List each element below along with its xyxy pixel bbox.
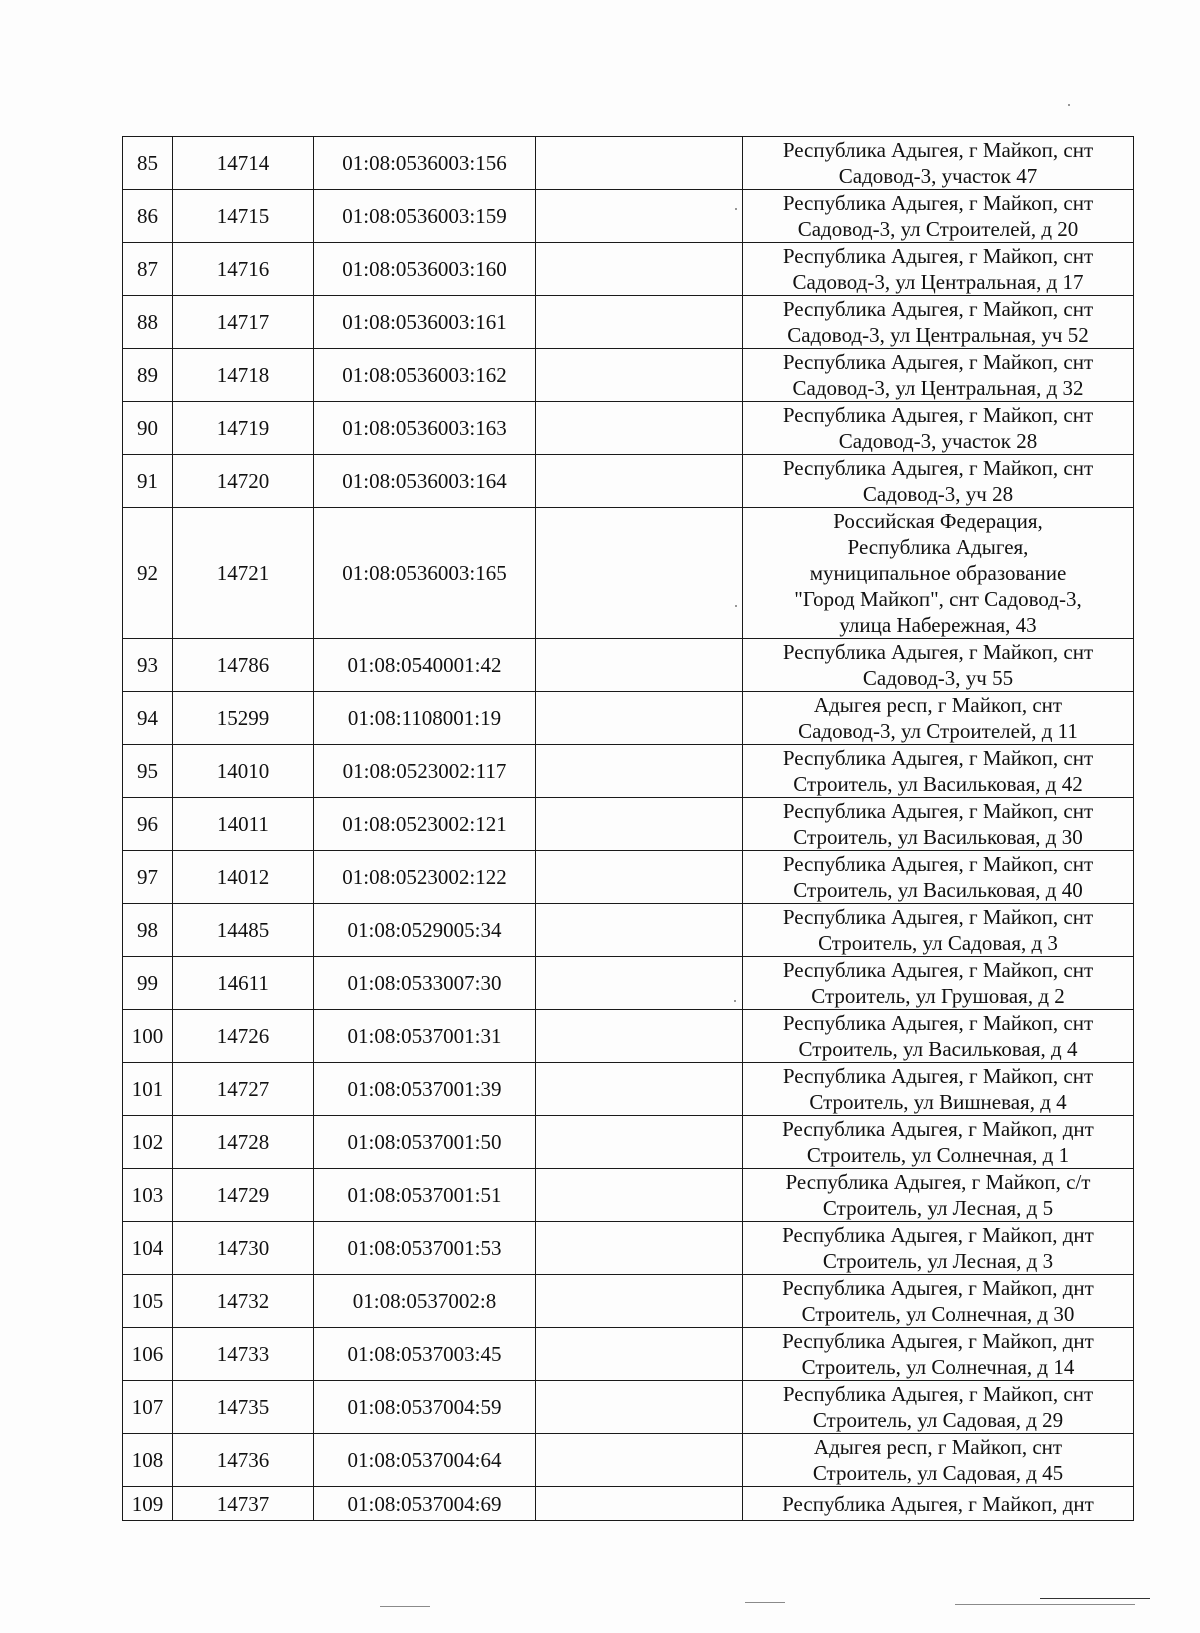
empty-cell bbox=[536, 1434, 743, 1487]
row-number: 91 bbox=[123, 455, 173, 508]
cadastral-number: 01:08:0533007:30 bbox=[314, 957, 536, 1010]
address-cell bbox=[743, 455, 1134, 508]
address-line: Республика Адыгея, г Майкоп, снт bbox=[782, 244, 1094, 268]
address-line: Республика Адыгея, г Майкоп, днт bbox=[782, 1276, 1094, 1300]
address-line: Садовод-3, ул Центральная, уч 52 bbox=[787, 323, 1089, 347]
record-id: 14718 bbox=[173, 349, 314, 402]
address-line: Строитель, ул Солнечная, д 1 bbox=[806, 1143, 1070, 1167]
row-number: 97 bbox=[123, 851, 173, 904]
table-row bbox=[123, 1116, 1134, 1169]
table-row bbox=[123, 692, 1134, 745]
row-number: 85 bbox=[123, 137, 173, 190]
address-line: Садовод-3, ул Строителей, д 11 bbox=[798, 719, 1078, 743]
empty-cell bbox=[536, 508, 743, 639]
record-id: 14010 bbox=[173, 745, 314, 798]
record-id: 14717 bbox=[173, 296, 314, 349]
address-cell bbox=[743, 1434, 1134, 1487]
table-row bbox=[123, 957, 1134, 1010]
row-number: 101 bbox=[123, 1063, 173, 1116]
scan-speck bbox=[735, 208, 737, 210]
table-row bbox=[123, 1010, 1134, 1063]
address-cell bbox=[743, 798, 1134, 851]
address-line: Республика Адыгея, г Майкоп, снт bbox=[782, 350, 1094, 374]
table-row bbox=[123, 190, 1134, 243]
address-cell bbox=[743, 639, 1134, 692]
cadastral-number: 01:08:0536003:163 bbox=[314, 402, 536, 455]
address-line: Республика Адыгея, г Майкоп, днт bbox=[782, 1117, 1094, 1141]
cadastral-number: 01:08:0523002:121 bbox=[314, 798, 536, 851]
record-id: 14485 bbox=[173, 904, 314, 957]
table-row bbox=[123, 851, 1134, 904]
empty-cell bbox=[536, 957, 743, 1010]
scan-artifact bbox=[955, 1604, 1135, 1605]
cadastral-number: 01:08:1108001:19 bbox=[314, 692, 536, 745]
address-cell bbox=[743, 745, 1134, 798]
address-line: Садовод-3, ул Центральная, д 32 bbox=[792, 376, 1084, 400]
address-line: Строитель, ул Васильковая, д 4 bbox=[798, 1037, 1078, 1061]
empty-cell bbox=[536, 1328, 743, 1381]
empty-cell bbox=[536, 1010, 743, 1063]
empty-cell bbox=[536, 1116, 743, 1169]
table-row bbox=[123, 1275, 1134, 1328]
address-line: "Город Майкоп", снт Садовод-3, bbox=[794, 587, 1082, 611]
record-id: 14720 bbox=[173, 455, 314, 508]
address-line: Строитель, ул Вишневая, д 4 bbox=[809, 1090, 1067, 1114]
address-line: Садовод-3, ул Центральная, д 17 bbox=[792, 270, 1084, 294]
address-line: Республика Адыгея, г Майкоп, снт bbox=[782, 138, 1094, 162]
empty-cell bbox=[536, 851, 743, 904]
cadastral-number: 01:08:0537004:69 bbox=[314, 1487, 536, 1521]
row-number: 92 bbox=[123, 508, 173, 639]
address-line: Садовод-3, уч 28 bbox=[862, 482, 1014, 506]
cadastral-number: 01:08:0536003:165 bbox=[314, 508, 536, 639]
address-line: Республика Адыгея, г Майкоп, днт bbox=[782, 1223, 1094, 1247]
address-cell bbox=[743, 243, 1134, 296]
cadastral-number: 01:08:0537004:64 bbox=[314, 1434, 536, 1487]
record-id: 14715 bbox=[173, 190, 314, 243]
empty-cell bbox=[536, 296, 743, 349]
address-cell bbox=[743, 1063, 1134, 1116]
address-line: Садовод-3, участок 28 bbox=[838, 429, 1038, 453]
cadastral-number: 01:08:0536003:159 bbox=[314, 190, 536, 243]
table-row bbox=[123, 1328, 1134, 1381]
table-row bbox=[123, 798, 1134, 851]
address-cell bbox=[743, 851, 1134, 904]
address-line: Адыгея респ, г Майкоп, снт bbox=[813, 1435, 1063, 1459]
address-line: Республика Адыгея, г Майкоп, снт bbox=[782, 297, 1094, 321]
address-cell bbox=[743, 1010, 1134, 1063]
cadastral-number: 01:08:0537001:39 bbox=[314, 1063, 536, 1116]
address-line: Республика Адыгея, г Майкоп, снт bbox=[782, 640, 1094, 664]
row-number: 90 bbox=[123, 402, 173, 455]
address-line: Строитель, ул Лесная, д 5 bbox=[822, 1196, 1054, 1220]
address-line: Республика Адыгея, г Майкоп, снт bbox=[782, 799, 1094, 823]
row-number: 108 bbox=[123, 1434, 173, 1487]
address-cell bbox=[743, 904, 1134, 957]
land-plot-table bbox=[122, 136, 1134, 1521]
record-id: 14012 bbox=[173, 851, 314, 904]
address-cell bbox=[743, 296, 1134, 349]
address-line: улица Набережная, 43 bbox=[839, 613, 1037, 637]
row-number: 104 bbox=[123, 1222, 173, 1275]
empty-cell bbox=[536, 1063, 743, 1116]
table-row bbox=[123, 639, 1134, 692]
address-cell bbox=[743, 402, 1134, 455]
empty-cell bbox=[536, 798, 743, 851]
record-id: 14719 bbox=[173, 402, 314, 455]
row-number: 88 bbox=[123, 296, 173, 349]
cadastral-number: 01:08:0537001:50 bbox=[314, 1116, 536, 1169]
table-row bbox=[123, 1434, 1134, 1487]
record-id: 14721 bbox=[173, 508, 314, 639]
scan-artifact bbox=[745, 1602, 785, 1603]
row-number: 99 bbox=[123, 957, 173, 1010]
row-number: 93 bbox=[123, 639, 173, 692]
address-line: Республика Адыгея, г Майкоп, днт bbox=[782, 1491, 1094, 1516]
row-number: 103 bbox=[123, 1169, 173, 1222]
empty-cell bbox=[536, 1222, 743, 1275]
cadastral-number: 01:08:0537001:51 bbox=[314, 1169, 536, 1222]
empty-cell bbox=[536, 243, 743, 296]
address-line: Республика Адыгея, г Майкоп, снт bbox=[782, 905, 1094, 929]
address-line: Строитель, ул Лесная, д 3 bbox=[822, 1249, 1054, 1273]
scan-artifact bbox=[1040, 1598, 1150, 1599]
empty-cell bbox=[536, 402, 743, 455]
table-row bbox=[123, 904, 1134, 957]
empty-cell bbox=[536, 745, 743, 798]
record-id: 14011 bbox=[173, 798, 314, 851]
record-id: 14730 bbox=[173, 1222, 314, 1275]
cadastral-number: 01:08:0540001:42 bbox=[314, 639, 536, 692]
record-id: 14716 bbox=[173, 243, 314, 296]
row-number: 86 bbox=[123, 190, 173, 243]
address-cell bbox=[743, 190, 1134, 243]
record-id: 14726 bbox=[173, 1010, 314, 1063]
address-cell bbox=[743, 1328, 1134, 1381]
table-row bbox=[123, 402, 1134, 455]
address-line: Строитель, ул Садовая, д 29 bbox=[812, 1408, 1064, 1432]
address-line: Республика Адыгея, г Майкоп, снт bbox=[782, 1011, 1094, 1035]
cadastral-number: 01:08:0537001:31 bbox=[314, 1010, 536, 1063]
address-line: Строитель, ул Грушовая, д 2 bbox=[811, 984, 1065, 1008]
table-row bbox=[123, 243, 1134, 296]
table-row bbox=[123, 349, 1134, 402]
address-line: Республика Адыгея, г Майкоп, снт bbox=[782, 456, 1094, 480]
address-cell bbox=[743, 1381, 1134, 1434]
address-line: Строитель, ул Васильковая, д 42 bbox=[793, 772, 1083, 796]
address-line: Садовод-3, участок 47 bbox=[838, 164, 1038, 188]
cadastral-number: 01:08:0537003:45 bbox=[314, 1328, 536, 1381]
empty-cell bbox=[536, 1169, 743, 1222]
cadastral-number: 01:08:0536003:160 bbox=[314, 243, 536, 296]
cadastral-number: 01:08:0523002:117 bbox=[314, 745, 536, 798]
table-row bbox=[123, 137, 1134, 190]
record-id: 14736 bbox=[173, 1434, 314, 1487]
table-body bbox=[123, 137, 1134, 1521]
empty-cell bbox=[536, 639, 743, 692]
address-line: Республика Адыгея, г Майкоп, снт bbox=[782, 191, 1094, 215]
cadastral-number: 01:08:0536003:161 bbox=[314, 296, 536, 349]
address-cell bbox=[743, 137, 1134, 190]
table-row bbox=[123, 745, 1134, 798]
address-line: Республика Адыгея, bbox=[847, 535, 1029, 559]
record-id: 14729 bbox=[173, 1169, 314, 1222]
address-line: Строитель, ул Солнечная, д 14 bbox=[801, 1355, 1075, 1379]
table-row bbox=[123, 1222, 1134, 1275]
empty-cell bbox=[536, 692, 743, 745]
table-row bbox=[123, 1487, 1134, 1521]
row-number: 105 bbox=[123, 1275, 173, 1328]
address-line: Российская Федерация, bbox=[833, 509, 1043, 533]
address-line: Республика Адыгея, г Майкоп, снт bbox=[782, 403, 1094, 427]
address-line: Садовод-3, ул Строителей, д 20 bbox=[797, 217, 1079, 241]
record-id: 14735 bbox=[173, 1381, 314, 1434]
address-line: Строитель, ул Солнечная, д 30 bbox=[801, 1302, 1075, 1326]
address-cell bbox=[743, 508, 1134, 639]
address-cell bbox=[743, 1116, 1134, 1169]
row-number: 94 bbox=[123, 692, 173, 745]
cadastral-number: 01:08:0536003:156 bbox=[314, 137, 536, 190]
address-line: Адыгея респ, г Майкоп, снт bbox=[813, 693, 1063, 717]
cadastral-number: 01:08:0523002:122 bbox=[314, 851, 536, 904]
address-line: Строитель, ул Васильковая, д 30 bbox=[793, 825, 1083, 849]
row-number: 89 bbox=[123, 349, 173, 402]
row-number: 106 bbox=[123, 1328, 173, 1381]
record-id: 14728 bbox=[173, 1116, 314, 1169]
address-line: Республика Адыгея, г Майкоп, снт bbox=[782, 1382, 1094, 1406]
scan-speck bbox=[735, 605, 737, 607]
address-line: Республика Адыгея, г Майкоп, снт bbox=[782, 746, 1094, 770]
row-number: 109 bbox=[123, 1487, 173, 1521]
scan-speck bbox=[1068, 104, 1070, 106]
address-line: Республика Адыгея, г Майкоп, снт bbox=[782, 1064, 1094, 1088]
table-row bbox=[123, 296, 1134, 349]
record-id: 14714 bbox=[173, 137, 314, 190]
address-line: Республика Адыгея, г Майкоп, днт bbox=[782, 1329, 1094, 1353]
record-id: 14727 bbox=[173, 1063, 314, 1116]
empty-cell bbox=[536, 1381, 743, 1434]
address-cell bbox=[743, 1222, 1134, 1275]
empty-cell bbox=[536, 137, 743, 190]
row-number: 100 bbox=[123, 1010, 173, 1063]
cadastral-number: 01:08:0529005:34 bbox=[314, 904, 536, 957]
row-number: 98 bbox=[123, 904, 173, 957]
cadastral-number: 01:08:0537001:53 bbox=[314, 1222, 536, 1275]
table-row bbox=[123, 1169, 1134, 1222]
record-id: 14611 bbox=[173, 957, 314, 1010]
scan-speck bbox=[734, 1000, 736, 1002]
address-line: Строитель, ул Васильковая, д 40 bbox=[793, 878, 1083, 902]
address-line: Республика Адыгея, г Майкоп, с/т bbox=[785, 1170, 1091, 1194]
address-cell bbox=[743, 957, 1134, 1010]
empty-cell bbox=[536, 349, 743, 402]
address-line: Республика Адыгея, г Майкоп, снт bbox=[782, 852, 1094, 876]
table-row bbox=[123, 455, 1134, 508]
record-id: 14733 bbox=[173, 1328, 314, 1381]
table-row bbox=[123, 1063, 1134, 1116]
row-number: 107 bbox=[123, 1381, 173, 1434]
address-cell bbox=[743, 1169, 1134, 1222]
row-number: 102 bbox=[123, 1116, 173, 1169]
empty-cell bbox=[536, 1275, 743, 1328]
address-line: Строитель, ул Садовая, д 3 bbox=[818, 931, 1058, 955]
cadastral-number: 01:08:0537002:8 bbox=[314, 1275, 536, 1328]
address-line: Республика Адыгея, г Майкоп, снт bbox=[782, 958, 1094, 982]
address-cell bbox=[743, 1275, 1134, 1328]
empty-cell bbox=[536, 455, 743, 508]
row-number: 96 bbox=[123, 798, 173, 851]
address-line: муниципальное образование bbox=[809, 561, 1067, 585]
address-line: Садовод-3, уч 55 bbox=[862, 666, 1014, 690]
record-id: 14732 bbox=[173, 1275, 314, 1328]
address-cell bbox=[743, 349, 1134, 402]
address-cell bbox=[743, 692, 1134, 745]
record-id: 14737 bbox=[173, 1487, 314, 1521]
record-id: 14786 bbox=[173, 639, 314, 692]
cadastral-number: 01:08:0536003:162 bbox=[314, 349, 536, 402]
record-id: 15299 bbox=[173, 692, 314, 745]
scan-artifact bbox=[380, 1606, 430, 1607]
table-row bbox=[123, 508, 1134, 639]
cadastral-number: 01:08:0536003:164 bbox=[314, 455, 536, 508]
address-line: Строитель, ул Садовая, д 45 bbox=[812, 1461, 1064, 1485]
empty-cell bbox=[536, 1487, 743, 1521]
cadastral-number: 01:08:0537004:59 bbox=[314, 1381, 536, 1434]
table-row bbox=[123, 1381, 1134, 1434]
address-cell bbox=[743, 1487, 1134, 1521]
empty-cell bbox=[536, 190, 743, 243]
row-number: 95 bbox=[123, 745, 173, 798]
empty-cell bbox=[536, 904, 743, 957]
row-number: 87 bbox=[123, 243, 173, 296]
